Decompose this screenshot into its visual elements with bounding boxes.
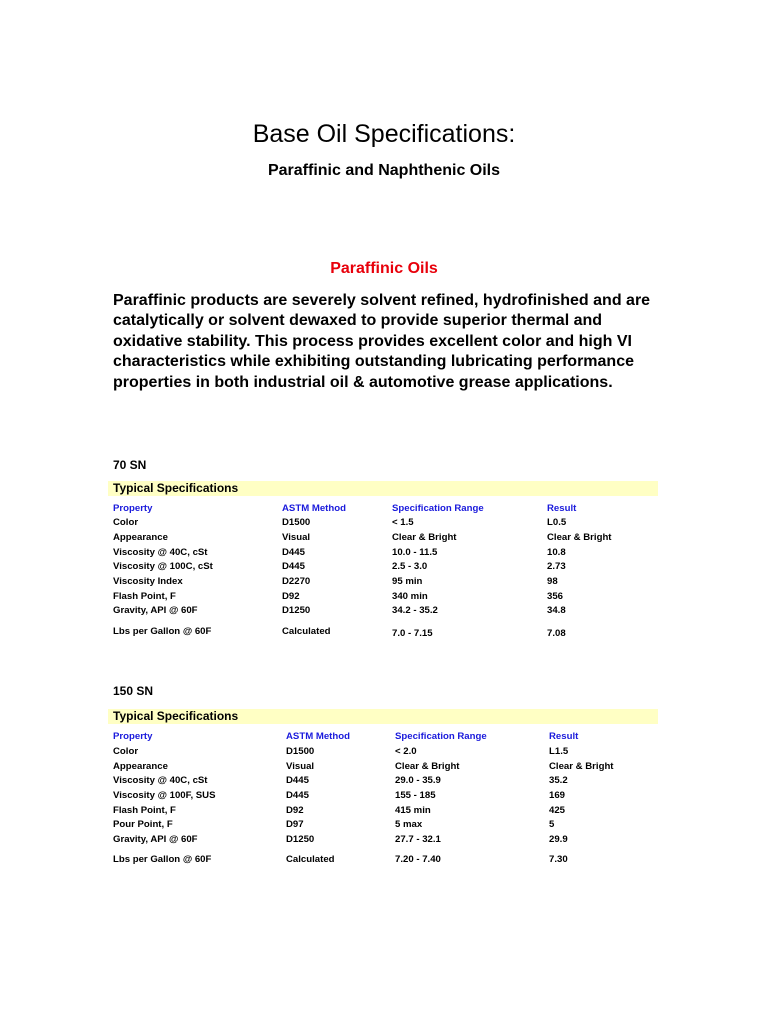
intro-paragraph: Paraffinic products are severely solvent refined, hydrofinished and are catalytically or solvent dewaxed to provide superior thermal and oxidative stability. This process provides excellent color and high VI characteristics while exhibiting outstanding lubricating performance properties in both industrial oil & automotive grease applications. (113, 292, 651, 391)
header-astm-method: ASTM Method (286, 731, 350, 742)
cell-result: 425 (549, 805, 566, 816)
table-row (0, 531, 768, 545)
cell-property: Appearance (113, 532, 168, 543)
header-result: Result (547, 503, 577, 514)
cell-spec-range: 10.0 - 11.5 (392, 547, 438, 558)
cell-spec-range: 7.20 - 7.40 (395, 854, 441, 865)
header-spec-range: Specification Range (395, 731, 487, 742)
header-astm-method: ASTM Method (282, 503, 346, 514)
cell-spec-range: Clear & Bright (392, 532, 457, 543)
cell-property: Viscosity Index (113, 576, 183, 587)
spec-bar-label: Typical Specifications (113, 709, 239, 723)
cell-spec-range: Clear & Bright (395, 761, 460, 772)
cell-property: Color (113, 746, 139, 757)
cell-spec-range: 95 min (392, 576, 423, 587)
cell-result: 5 (549, 819, 555, 830)
table-row (0, 853, 768, 867)
page-title: Base Oil Specifications: (252, 120, 516, 148)
cell-result: 169 (549, 790, 566, 801)
cell-property: Lbs per Gallon @ 60F (113, 626, 212, 637)
section-heading: Paraffinic Oils (330, 260, 438, 277)
cell-property: Viscosity @ 100F, SUS (113, 790, 216, 801)
cell-spec-range: 340 min (392, 591, 428, 602)
cell-astm-method: D445 (282, 547, 305, 558)
cell-result: 7.30 (549, 854, 568, 865)
cell-property: Color (113, 517, 139, 528)
cell-spec-range: 34.2 - 35.2 (392, 605, 438, 616)
cell-astm-method: Visual (282, 532, 311, 543)
cell-spec-range: 415 min (395, 805, 431, 816)
cell-astm-method: D1500 (286, 746, 315, 757)
cell-result: 2.73 (547, 561, 566, 572)
cell-property: Viscosity @ 40C, cSt (113, 547, 208, 558)
cell-spec-range: < 1.5 (392, 517, 414, 528)
table-row (0, 625, 768, 639)
cell-result: 7.08 (547, 628, 566, 639)
spec-bar-label: Typical Specifications (113, 481, 239, 495)
cell-astm-method: D1500 (282, 517, 311, 528)
table-header-row (0, 502, 768, 516)
cell-astm-method: D1250 (286, 834, 315, 845)
cell-property: Viscosity @ 100C, cSt (113, 561, 213, 572)
cell-spec-range: < 2.0 (395, 746, 417, 757)
table-row (0, 516, 768, 530)
cell-spec-range: 7.0 - 7.15 (392, 628, 433, 639)
cell-property: Flash Point, F (113, 805, 176, 816)
table-row (0, 760, 768, 774)
cell-result: 29.9 (549, 834, 568, 845)
cell-spec-range: 155 - 185 (395, 790, 436, 801)
spec-bar (108, 709, 658, 724)
cell-astm-method: D445 (286, 775, 309, 786)
table-header-row (0, 730, 768, 744)
cell-astm-method: D1250 (282, 605, 311, 616)
cell-spec-range: 27.7 - 32.1 (395, 834, 441, 845)
cell-property: Pour Point, F (113, 819, 173, 830)
cell-spec-range: 2.5 - 3.0 (392, 561, 428, 572)
cell-property: Flash Point, F (113, 591, 176, 602)
cell-astm-method: Visual (286, 761, 315, 772)
cell-astm-method: D92 (282, 591, 300, 602)
table-row (0, 575, 768, 589)
page-subtitle: Paraffinic and Naphthenic Oils (267, 162, 501, 179)
cell-result: L1.5 (549, 746, 569, 757)
cell-result: 356 (547, 591, 564, 602)
cell-astm-method: D97 (286, 819, 304, 830)
cell-property: Lbs per Gallon @ 60F (113, 854, 212, 865)
table-row (0, 546, 768, 560)
cell-astm-method: D92 (286, 805, 304, 816)
table-row (0, 604, 768, 618)
cell-property: Appearance (113, 761, 168, 772)
table-row (0, 590, 768, 604)
cell-spec-range: 29.0 - 35.9 (395, 775, 441, 786)
table-row (0, 789, 768, 803)
table-row (0, 745, 768, 759)
grade-label-70sn: 70 SN (113, 458, 147, 472)
cell-spec-range: 5 max (395, 819, 423, 830)
table-row (0, 804, 768, 818)
cell-result: Clear & Bright (549, 761, 614, 772)
cell-result: 98 (547, 576, 558, 587)
cell-result: L0.5 (547, 517, 567, 528)
cell-astm-method: D445 (286, 790, 309, 801)
table-row (0, 774, 768, 788)
cell-property: Gravity, API @ 60F (113, 605, 198, 616)
header-spec-range: Specification Range (392, 503, 484, 514)
cell-property: Gravity, API @ 60F (113, 834, 198, 845)
cell-property: Viscosity @ 40C, cSt (113, 775, 208, 786)
cell-result: Clear & Bright (547, 532, 612, 543)
table-row (0, 833, 768, 847)
header-result: Result (549, 731, 579, 742)
table-row (0, 818, 768, 832)
cell-astm-method: D445 (282, 561, 305, 572)
header-property: Property (113, 731, 153, 742)
cell-astm-method: D2270 (282, 576, 311, 587)
cell-result: 34.8 (547, 605, 566, 616)
grade-label-150sn: 150 SN (113, 684, 154, 698)
cell-astm-method: Calculated (286, 854, 335, 865)
cell-result: 35.2 (549, 775, 568, 786)
spec-bar (108, 481, 658, 496)
table-row (0, 560, 768, 574)
cell-result: 10.8 (547, 547, 566, 558)
cell-astm-method: Calculated (282, 626, 331, 637)
header-property: Property (113, 503, 153, 514)
